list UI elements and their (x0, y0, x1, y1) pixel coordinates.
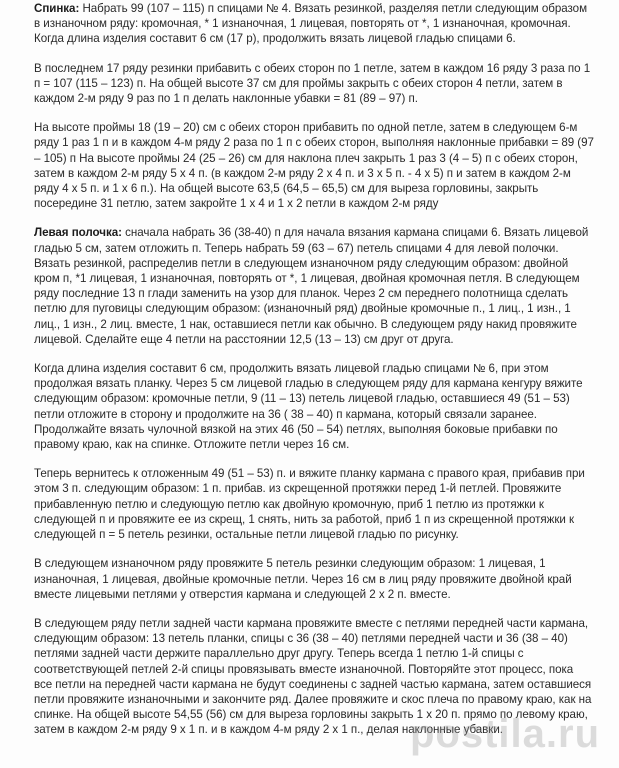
site-watermark: postila.ru (410, 712, 601, 756)
paragraph-text: Теперь вернитесь к отложенным 49 (51 – 53) п. и вяжите планку кармана с правого края, прибавив при этом 3 п. следующим образом: 1 п. прибав. из скрещенной протяжки перед 1-й петлей. Провяжите прибавленную петлю и следующую петлю как двойную кромочную, приб 1 петлю из протяжки к следующей п и провяжите ее из скрещ, 1 снять, нить за работой, приб 1 п из скрещенной протяжки к следующей п = 5 петель резинки, остальные петли лицевой гладью по рисунку. (34, 467, 585, 542)
section-heading-left-front: Левая полочка: (34, 226, 122, 240)
paragraph-left-front-intro (34, 225, 594, 347)
paragraph-text: В последнем 17 ряду резинки прибавить с обеих сторон по 1 петле, затем в каждом 16 ряду 3 раза по 1 п = 107 (115 – 123) п. На общей высоте 37 см для проймы закрыть с обеих сторон 4 петли, затем в каждом 2-м ряду 9 раз по 1 п делать наклонные убавки = 81 (89 – 97) п. (34, 61, 591, 106)
paragraph-back-intro (34, 1, 594, 47)
paragraph-text: На высоте проймы 18 (19 – 20) см с обеих сторон прибавить по одной петле, затем в следующем 6-м ряду 1 раз 1 п и в каждом 4-м ряду 2 раза по 1 п с обеих сторон, выполняя наклонные прибавки = 89 (97 – 105) п На высоте проймы 24 (25 – 26) см для наклона плеч закрыть 1 раз 3 (4 – 5) п с обеих сторон, затем в каждом 2-м ряду 5 х 4 п. (в каждом 2-м ряду 2 х 4 п. и 3 х 5 п. - 4 х 5) п и затем в каждом 2-м ряду 4 х 5 п. и 1 х 6 п.). На общей высоте 63,5 (64,5 – 65,5) см для выреза горловины, закрыть посередине 31 петлю, затем закройте 1 х 4 и 1 х 2 петли в каждом 2-м ряду (34, 121, 594, 211)
paragraph-back-shoulders (34, 120, 594, 211)
paragraph-left-front-pocket (34, 361, 594, 452)
paragraph-back-armhole (34, 61, 594, 107)
paragraph-text: Когда длина изделия составит 6 см, продолжить вязать лицевой гладью спицами № 6, при этом продолжая вязать планку. Через 5 см лицевой гладью в следующем ряду для кармана кенгуру вяжите следующим образом: кромочные петли, 9 (11 – 13) петель лицевой гладью, оставшиеся 49 (51 – 53) петли отложите в сторону и продолжите на 36 ( 38 – 40) п кармана, который связали заранее. Продолжайте вязать чулочной вязкой на этих 46 (50 – 54) петлях, выполняя боковые прибавки по правому краю, как на спинке. Отложите петли через 16 см. (34, 362, 583, 452)
paragraph-text: В следующем изнаночном ряду провяжите 5 петель резинки следующим образом: 1 лицевая, 1 изнаночная, 1 лицевая, двойные кромочные петли. Через 16 см в лиц ряду провяжите двойной край вместе лицевыми петлями у отверстия кармана и следующей 2 х 2 п. вместе. (34, 557, 572, 601)
paragraph-pocket-join (34, 616, 594, 738)
section-heading-back: Спинка: (34, 2, 80, 15)
paragraph-pocket-ribbing (34, 556, 594, 602)
paragraph-text: сначала набрать 36 (38-40) п для начала вязания кармана спицами 6. Вязать лицевой гладью 5 см, затем отложить п. Теперь набрать 59 (63 – 67) петель спицами 4 для левой полочки. Вязать резинкой, распределив петли в следующем изнаночном ряду следующим образом: двойной кром п, *1 лицевая, 1 изнаночная, повторять от *, 1 лицевая, двойная кромочная петля. В следующем ряду последние 13 п глади заменить на узор для планок. Через 2 см переднего полотнища сделать петлю для пуговицы следующим образом: (изнаночный ряд) двойные кромочные п., 1 лиц., 1 изн., 1 лиц., 1 изн., 2 лиц. вместе, 1 нак, оставшиеся петли как обычно. В следующем ряду накид провяжите лицевой. Сделайте еще 4 петли на расстоянии 12,5 (13 – 13) см друг от друга. (34, 226, 589, 346)
paragraph-pocket-band (34, 466, 594, 542)
document-text (34, 1, 594, 752)
paragraph-text: В следующем ряду петли задней части кармана провяжите вместе с петлями передней части кармана, следующим образом: 13 петель планки, спицы с 36 (38 – 40) петлями передней части и 36 (38 – 40) петлями задней части держите параллельно друг другу. Теперь всегда 1 петлю 1-й спицы с соответствующей петлей 2-й спицы провязывать вместе изнаночной. Повторяйте этот процесс, пока все петли на передней части кармана не будут соединены с задней частью кармана, затем оставшиеся петли провяжите изнаночными и закончите ряд. Далее провяжите и скос плеча по правому краю, как на спинке. На общей высоте 54,55 (56) см для выреза горловины закрыть 1 х 20 п. прямо по левому краю, затем в каждом 2-м ряду 9 х 1 п. и в каждом 4-м ряду 2 х 1 п., делая наклонные убавки. (34, 616, 592, 737)
paragraph-text: Набрать 99 (107 – 115) п спицами № 4. Вязать резинкой, разделяя петли следующим образом в изнаночном ряду: кромочная, * 1 изнаночная, 1 лицевая, повторять от *, 1 изнаночная, кромочная. Когда длина изделия составит 6 см (17 р), продолжить вязать лицевой гладью спицами 6. (34, 2, 588, 46)
